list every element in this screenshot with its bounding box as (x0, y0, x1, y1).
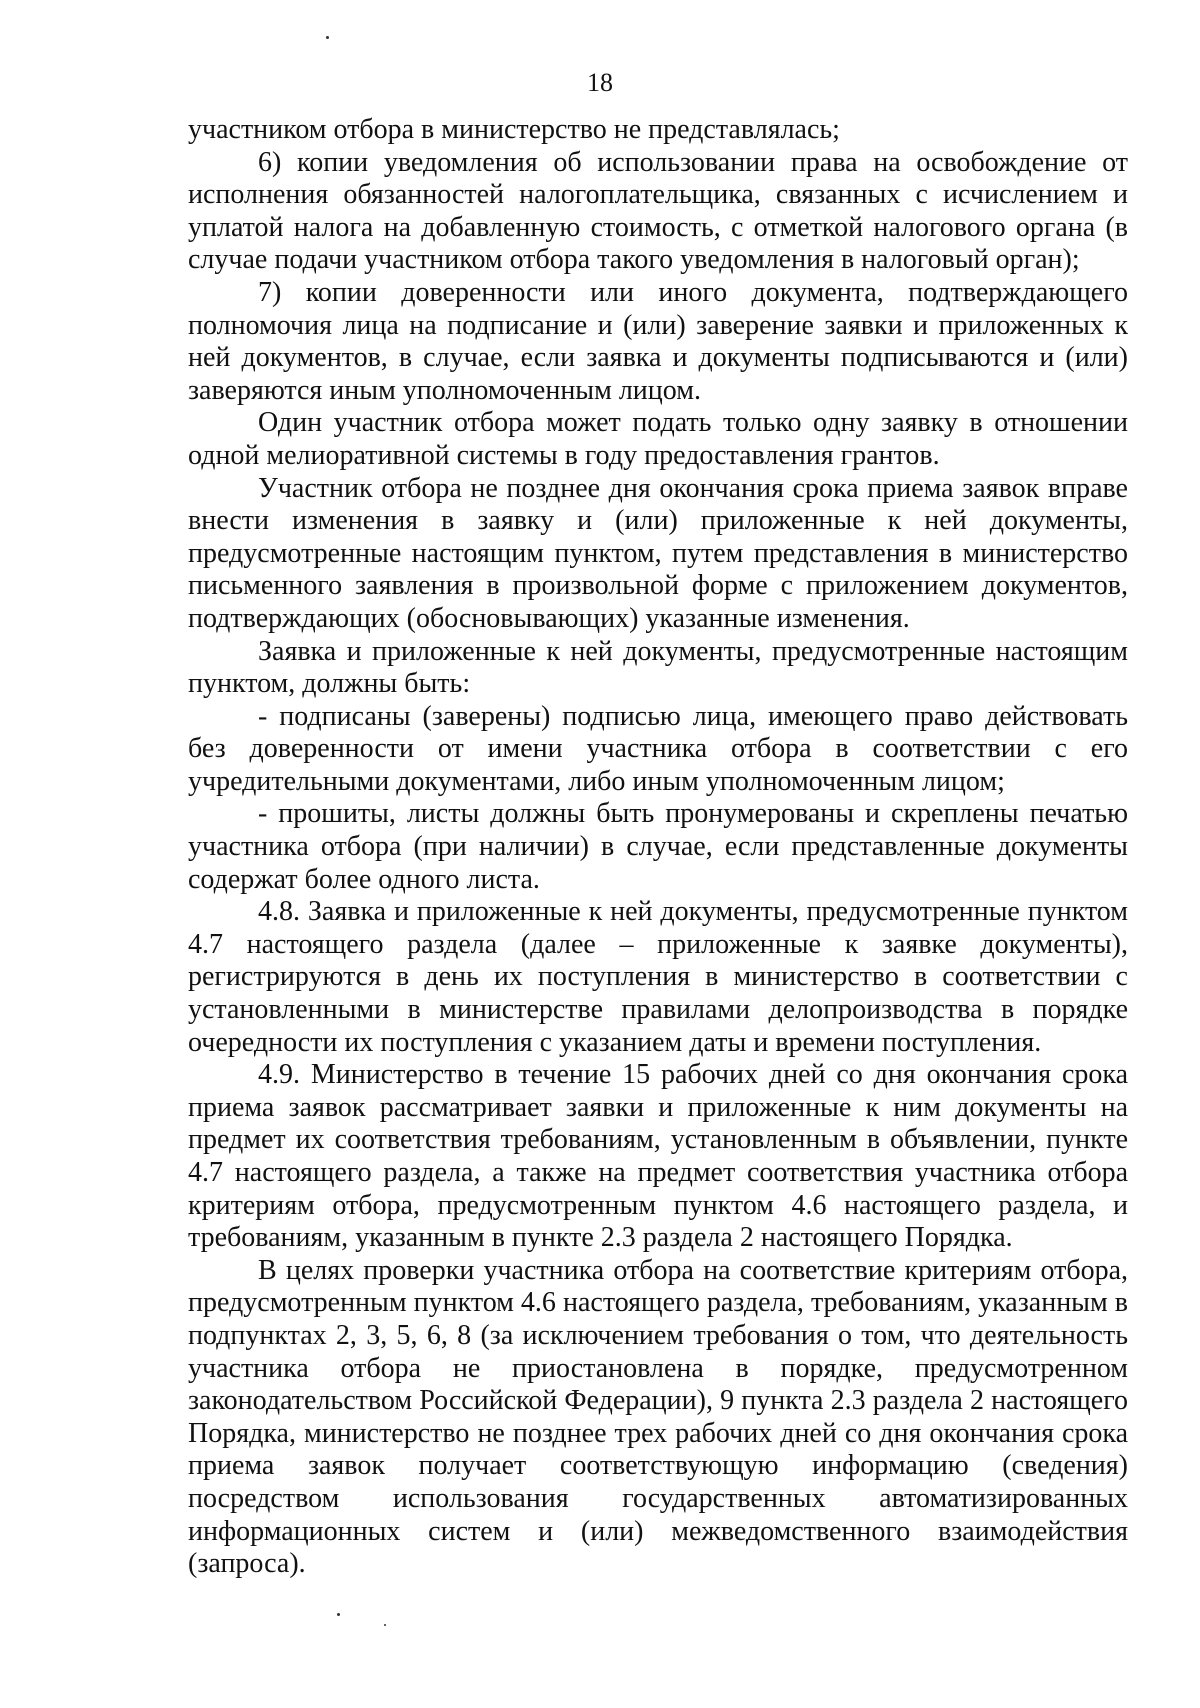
paragraph-item-7: 7) копии доверенности или иного документа, подтверждающего полномочия лица на подписание и (или) заверение заявки и приложенных к ней документов, в случае, если заявка и документы подписываются и (или) заверяются иным уполномоченным лицом. (188, 276, 1128, 406)
paragraph-requirements-intro: Заявка и приложенные к ней документы, предусмотренные настоящим пунктом, должны быть: (188, 635, 1128, 700)
paragraph-bound: - прошиты, листы должны быть пронумерованы и скреплены печатью участника отбора (при наличии) в случае, если представленные документы содержат более одного листа. (188, 798, 1128, 895)
paragraph-4-9: 4.9. Министерство в течение 15 рабочих дней со дня окончания срока приема заявок рассматривает заявки и приложенные к ним документы на предмет их соответствия требованиям, установленным в объявлении, пункте 4.7 настоящего раздела, а также на предмет соответствия участника отбора критериям отбора, предусмотренным пунктом 4.6 настоящего раздела, и требованиям, указанным в пункте 2.3 раздела 2 настоящего Порядка. (188, 1059, 1128, 1254)
document-body (188, 114, 1128, 1581)
paragraph-signed: - подписаны (заверены) подписью лица, имеющего право действовать без доверенности от имени участника отбора в соответствии с его учредительными документами, либо иным уполномоченным лицом; (188, 700, 1128, 797)
scan-speck (326, 36, 329, 39)
paragraph-4-8: 4.8. Заявка и приложенные к ней документы, предусмотренные пунктом 4.7 настоящего раздела (далее – приложенные к заявке документы), регистрируются в день их поступления в министерство в соответствии с установленными в министерстве правилами делопроизводства в порядке очередности их поступления с указанием даты и времени поступления. (188, 896, 1128, 1058)
page-number: 18 (587, 68, 613, 97)
scan-speck (384, 1624, 386, 1626)
paragraph-single-application: Один участник отбора может подать только одну заявку в отношении одной мелиоративной системы в году предоставления грантов. (188, 407, 1128, 471)
paragraph-continuation: участником отбора в министерство не представлялась; (188, 114, 840, 145)
paragraph-verification: В целях проверки участника отбора на соответствие критериям отбора, предусмотренным пунктом 4.6 настоящего раздела, требованиям, указанным в подпунктах 2, 3, 5, 6, 8 (за исключением требования о том, что деятельность участника отбора не приостановлена в порядке, предусмотренном законодательством Российской Федерации), 9 пункта 2.3 раздела 2 настоящего Порядка, министерство не позднее трех рабочих дней со дня окончания срока приема заявок получает соответствующую информацию (сведения) посредством использования государственных автоматизированных информационных систем и (или) межведомственного взаимодействия (запроса). (188, 1254, 1128, 1580)
paragraph-item-6: 6) копии уведомления об использовании права на освобождение от исполнения обязанностей налогоплательщика, связанных с исчислением и уплатой налога на добавленную стоимость, с отметкой налогового органа (в случае подачи участником отбора такого уведомления в налоговый орган); (188, 146, 1128, 276)
paragraph-changes: Участник отбора не позднее дня окончания срока приема заявок вправе внести изменения в заявку и (или) приложенные к ней документы, предусмотренные настоящим пунктом, путем представления в министерство письменного заявления в произвольной форме с приложением документов, подтверждающих (обосновывающих) указанные изменения. (188, 472, 1128, 634)
scan-speck (337, 1613, 340, 1616)
